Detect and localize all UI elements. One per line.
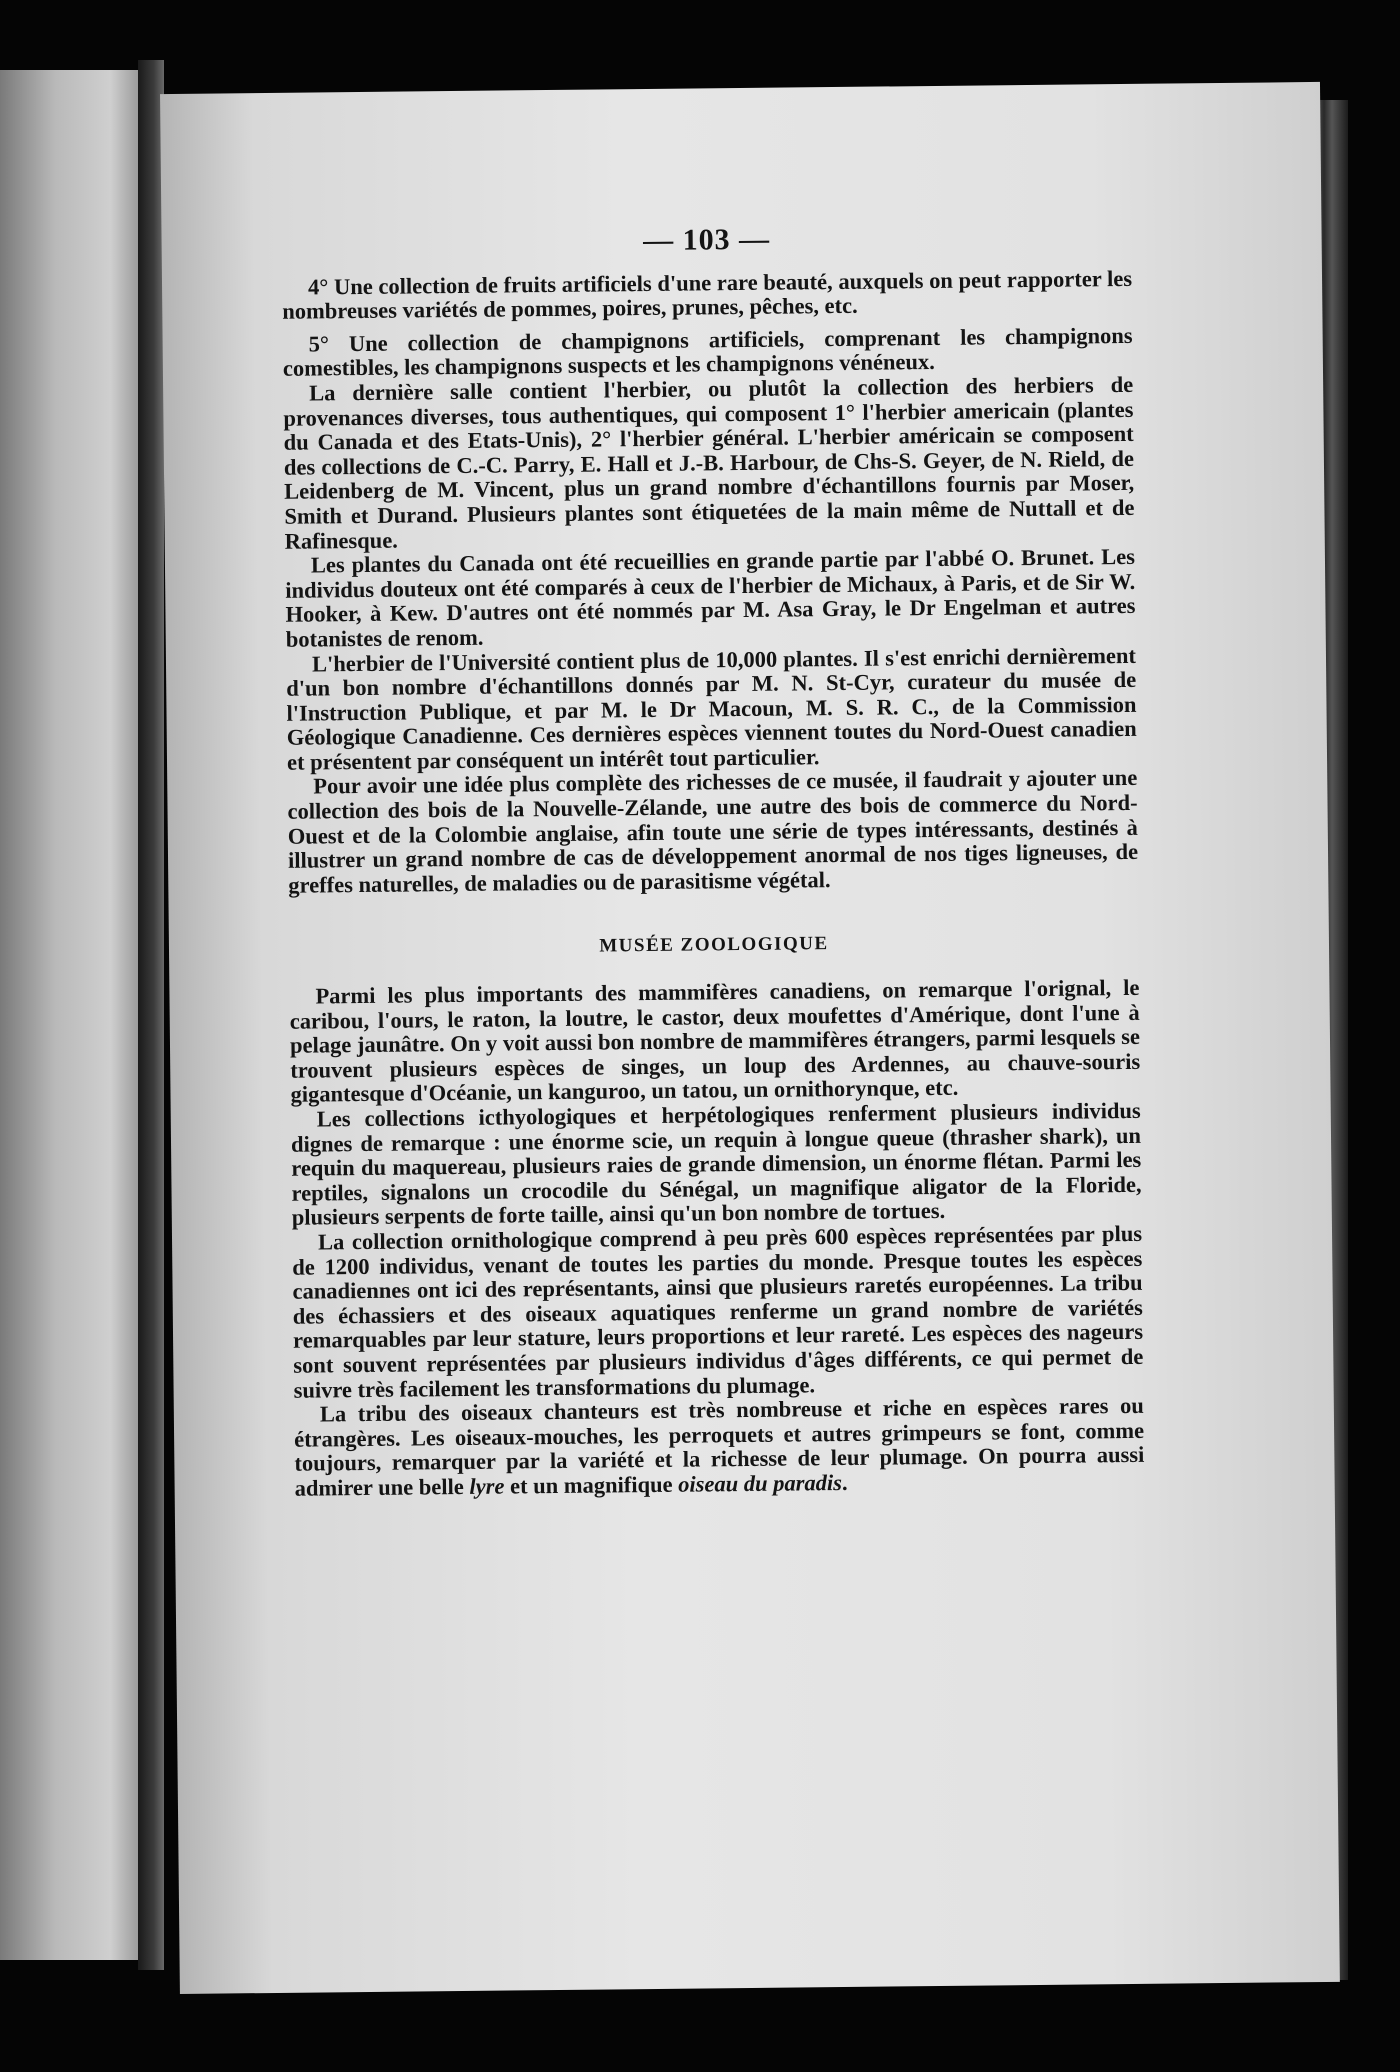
oiseaux-text-middle: et un magnifique <box>504 1471 679 1499</box>
paragraph-mammiferes: Parmi les plus importants des mammifères canadiens, on remarque l'orignal, le caribou, l'ours, le raton, la loutre, le castor, deux moufettes d'Amérique, dont l'une à pelage jaunâtre. On y voit aussi bon nombre de mammifères étrangers, parmi lesquels se trouvent plusieurs espèces de singes, un loup des Ardennes, au chauve-souris gigantesque d'Océanie, un kanguroo, un tatou, un ornithorynque, etc. <box>289 974 1141 1108</box>
oiseaux-text-start: La tribu des oiseaux chanteurs est très nombreuse et riche en espèces rares ou étrangères. Les oiseaux-mouches, les perroquets et autres grimpeurs se font, comme toujours, remarquer par la variété et la richesse de leur plumage. On pourra aussi admirer une belle <box>293 1392 1145 1501</box>
page-text <box>281 224 1144 1501</box>
paragraph-oiseaux-chanteurs <box>294 1394 1145 1501</box>
left-page-fragment <box>0 70 138 1960</box>
section-heading-musee-zoologique: MUSÉE ZOOLOGIQUE <box>599 933 829 957</box>
oiseaux-text-end: . <box>841 1469 848 1495</box>
page-number: — 103 — <box>642 222 771 258</box>
paragraph-herbier-universite: L'herbier de l'Université contient plus de 10,000 plantes. Il s'est enrichi dernièrement d'un bon nombre d'échantillons donnés par M. N. St-Cyr, curateur du musée de l'Instruction Publique, et par M. le Dr Macoun, M. S. R. C., de la Commission Géologique Canadienne. Ces dernières espèces viennent toutes du Nord-Ouest canadien et présentent par conséquent un intérêt tout particulier. <box>286 642 1137 775</box>
paragraph-herbier: La dernière salle contient l'herbier, ou plutôt la collection des herbiers de provenances diverses, tous authentiques, qui composent 1° l'herbier americain (plantes du Canada et des Etats-Unis), 2° l'herbier général. L'herbier américain se composent des collections de C.-C. Parry, E. Hall et J.-B. Harbour, de Chs-S. Geyer, de N. Rield, de Leidenberg de M. Vincent, plus un grand nombre d'échantillons fournis par Moser, Smith et Durand. Plusieurs plantes sont étiquetées de la main même de Nuttall et de Rafinesque. <box>283 371 1135 554</box>
paragraph-fruits: 4° Une collection de fruits artificiels d'une rare beauté, auxquels on peut rapporter les nombreuses variétés de pommes, poires, prunes, pêches, etc. <box>282 265 1133 324</box>
paragraph-ornithologique: La collection ornithologique comprend à peu près 600 espèces représentées par plus de 1200 individus, venant de toutes les parties du monde. Presque toutes les espèces canadiennes ont ici des représentants, ainsi que plusieurs raretés européennes. La tribu des échassiers et des oiseaux aquatiques renferme un grand nombre de variétés remarquables par leur stature, leurs proportions et leur rareté. Les espèces des nageurs sont souvent représentées par plusieurs individus d'âges différents, ce qui permet de suivre très facilement les transformations du plumage. <box>292 1220 1144 1403</box>
paragraph-champignons: 5° Une collection de champignons artificiels, comprenant les champignons comestibles, les champignons suspects et les champignons vénéneux. <box>282 322 1133 382</box>
paragraph-icthyologiques: Les collections icthyologiques et herpétologiques renferment plusieurs individus dignes de remarque : une énorme scie, un requin à longue queue (thrasher shark), un requin du maquereau, plusieurs raies de grande dimension, un énorme flétan. Parmi les reptiles, signalons un crocodile du Sénégal, un magnifique aligator de la Floride, plusieurs serpents de forte taille, ainsi qu'un bon nombre de tortues. <box>290 1097 1142 1231</box>
paragraph-plantes-canada: Les plantes du Canada ont été recueillies en grande partie par l'abbé O. Brunet. Les individus douteux ont été comparés à ceux de l'herbier de Michaux, à Paris, et de Sir W. Hooker, à Kew. D'autres ont été nommés par M. Asa Gray, le Dr Engelman et autres botanistes de renom. <box>285 544 1136 652</box>
book-gutter <box>138 60 164 1970</box>
oiseaux-lyre: lyre <box>469 1473 505 1499</box>
paragraph-richesses: Pour avoir une idée plus complète des richesses de ce musée, il faudrait y ajouter une collection des bois de la Nouvelle-Zélande, une autre des bois de commerce du Nord-Ouest et de la Colombie anglaise, afin toute une série de types intéressants, destinés à illustrer un grand nombre de cas de développement anormal de nos tiges ligneuses, de greffes naturelles, de maladies ou de parasitisme végétal. <box>287 765 1139 898</box>
book-page <box>160 82 1340 1994</box>
oiseaux-paradis: oiseau du paradis <box>678 1469 843 1497</box>
